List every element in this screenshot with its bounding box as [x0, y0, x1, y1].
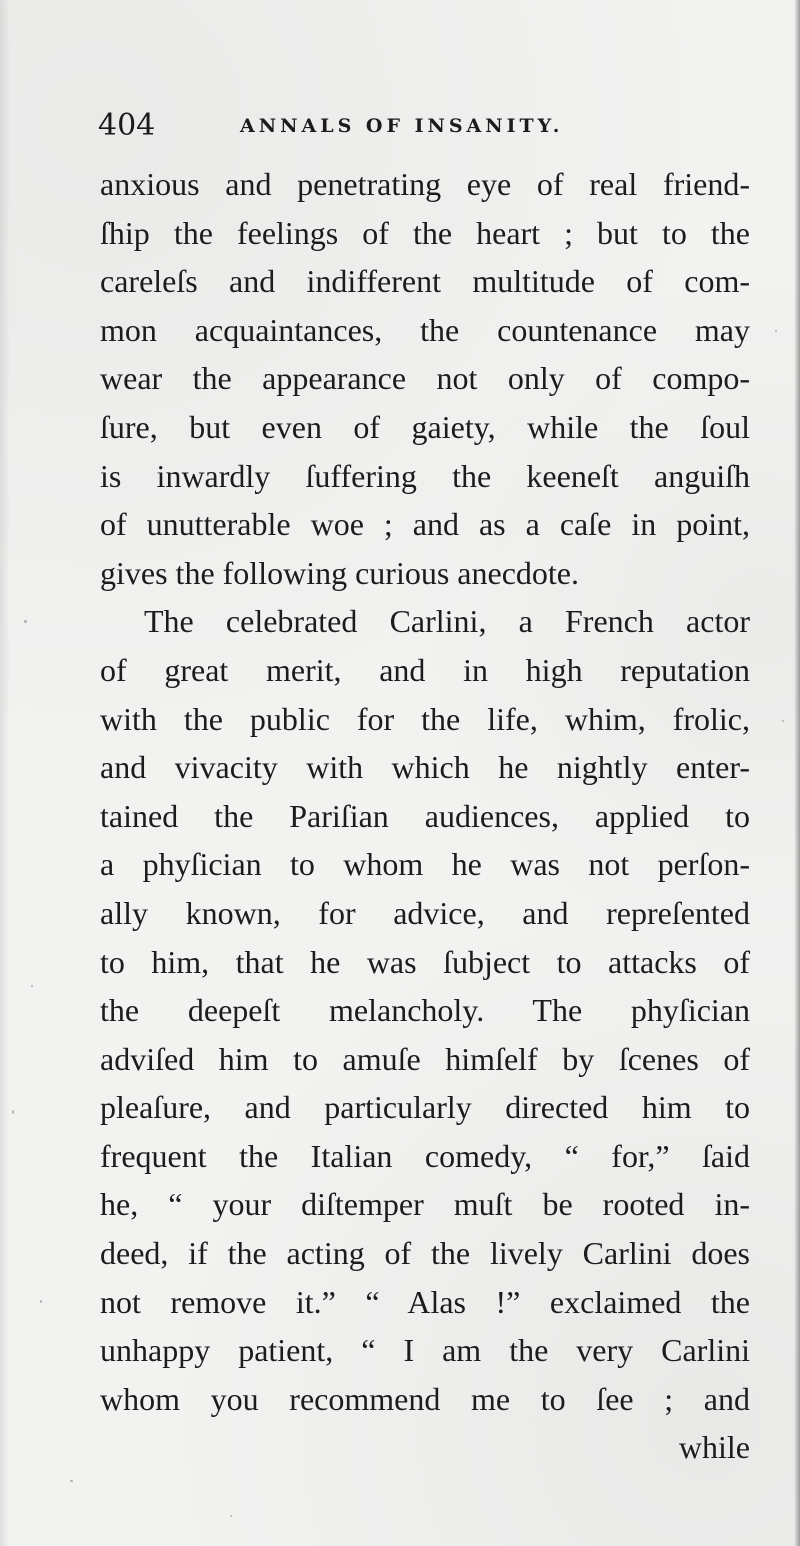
text-line: not remove it.” “ Alas !” exclaimed the: [100, 1283, 750, 1320]
text-line: a phyſician to whom he was not perſon-: [100, 846, 750, 883]
text-line: careleſs and indifferent multitude of com-: [100, 263, 750, 300]
text-line: frequent the Italian comedy, “ for,” ſaid: [100, 1137, 750, 1174]
text-line: of great merit, and in high reputation: [100, 651, 750, 688]
page-left-shadow: [0, 0, 10, 1546]
page-right-edge: [794, 0, 800, 1546]
running-head: [98, 106, 750, 146]
text-line: mon acquaintances, the countenance may: [100, 311, 750, 348]
text-line: deed, if the acting of the lively Carlini does: [100, 1235, 750, 1272]
text-line: unhappy patient, “ I am the very Carlini: [100, 1332, 750, 1369]
paragraph-start-line: The celebrated Carlini, a French actor: [144, 603, 750, 640]
text-line: ſure, but even of gaiety, while the ſoul: [100, 408, 750, 445]
text-line: of unutterable woe ; and as a caſe in point,: [100, 506, 750, 543]
text-line: pleaſure, and particularly directed him to: [100, 1089, 750, 1126]
running-title: ANNALS OF INSANITY.: [240, 115, 564, 137]
text-line: ally known, for advice, and repreſented: [100, 894, 750, 931]
text-line: to him, that he was ſubject to attacks of: [100, 943, 750, 980]
body-text: [100, 160, 750, 1472]
paragraph-end-line: gives the following curious anecdote.: [100, 554, 579, 591]
text-line: tained the Pariſian audiences, applied to: [100, 797, 750, 834]
text-line: wear the appearance not only of compo-: [100, 360, 750, 397]
text-line: and vivacity with which he nightly enter-: [100, 749, 750, 786]
text-line: whom you recommend me to ſee ; and: [100, 1380, 750, 1417]
text-line: the deepeſt melancholy. The phyſician: [100, 992, 750, 1029]
text-line: he, “ your diſtemper muſt be rooted in-: [100, 1186, 750, 1223]
text-line: anxious and penetrating eye of real friend-: [100, 166, 750, 202]
text-line: with the public for the life, whim, frolic,: [100, 700, 750, 737]
text-line: ſhip the feelings of the heart ; but to the: [100, 214, 750, 251]
catchword: while: [678, 1429, 750, 1466]
page-number: 404: [98, 108, 156, 143]
text-line: is inwardly ſuffering the keeneſt anguiſh: [100, 457, 750, 494]
text-line: adviſed him to amuſe himſelf by ſcenes of: [100, 1040, 750, 1077]
